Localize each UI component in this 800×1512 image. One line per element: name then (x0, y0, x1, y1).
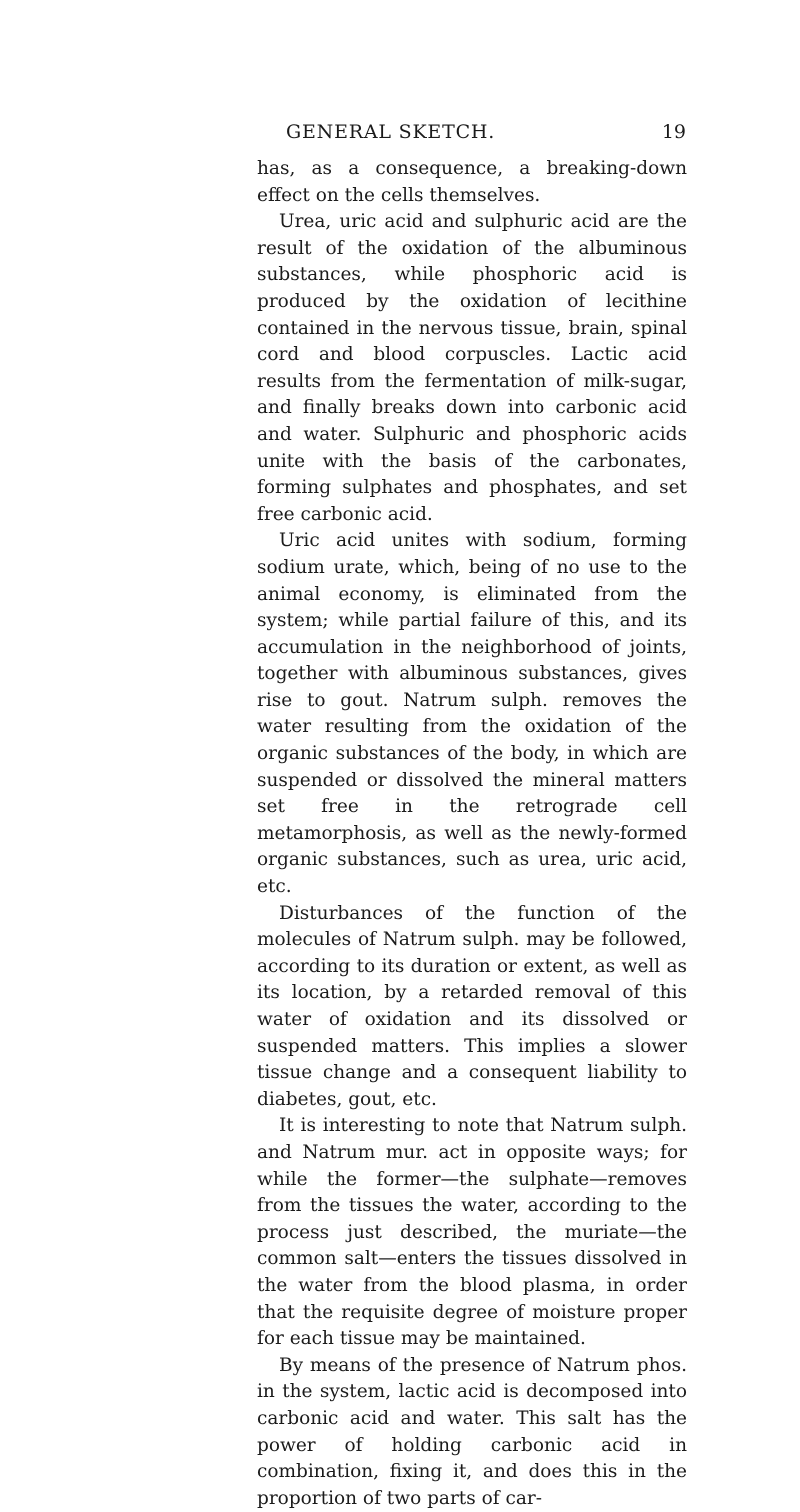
body-text (257, 156, 687, 1512)
paragraph-oxidation: Urea, uric acid and sulphuric acid are the result of the oxidation of the albuminous substances, while phosphoric acid is produced by the oxidation of lecithine contained in the nervous tissue, brain, spinal cord and blood corpuscles. Lactic acid results from the fermentation of milk-sugar, and finally breaks down into carbonic acid and water. Sulphuric and phosphoric acids unite with the basis of the carbonates, forming sulphates and phosphates, and set free carbonic acid. (257, 211, 687, 525)
paragraph-natrum-phos: By means of the presence of Natrum phos. in the system, lactic acid is decomposed into carbonic acid and water. This salt has the power of holding carbonic acid in combination, fixing it, and does this in the proportion of two parts of car- (257, 1354, 687, 1509)
paragraph-uric-acid: Uric acid unites with sodium, forming sodium urate, which, being of no use to the animal economy, is eliminated from the system; while partial failure of this, and its accumulation in the neighborhood of joints, together with albuminous substances, gives rise to gout. Natrum sulph. removes the water resulting from the oxidation of the organic substances of the body, in which are suspended or dissolved the mineral matters set free in the retrograde cell metamorphosis, as well as the newly-formed organic substances, such as urea, uric acid, etc. (257, 530, 687, 898)
paragraph-opposite-ways: It is interesting to note that Natrum sulph. and Natrum mur. act in opposite ways; for while the former—the sulphate—removes from the tissues the water, according to the process just described, the muriate—the common salt—enters the tissues dissolved in the water from the blood plasma, in order that the requisite degree of moisture proper for each tissue may be maintained. (257, 1115, 687, 1350)
running-title: GENERAL SKETCH. (286, 121, 496, 143)
page-number: 19 (661, 121, 686, 143)
paragraph-disturbances: Disturbances of the function of the molecules of Natrum sulph. may be followed, according to its duration or extent, as well as its location, by a retarded removal of this water of oxidation and its dissolved or suspended matters. This implies a slower tissue change and a consequent liability to diabetes, gout, etc. (257, 902, 687, 1110)
paragraph-continuation: has, as a consequence, a breaking-down effect on the cells themselves. (257, 158, 687, 206)
running-head (256, 118, 686, 146)
